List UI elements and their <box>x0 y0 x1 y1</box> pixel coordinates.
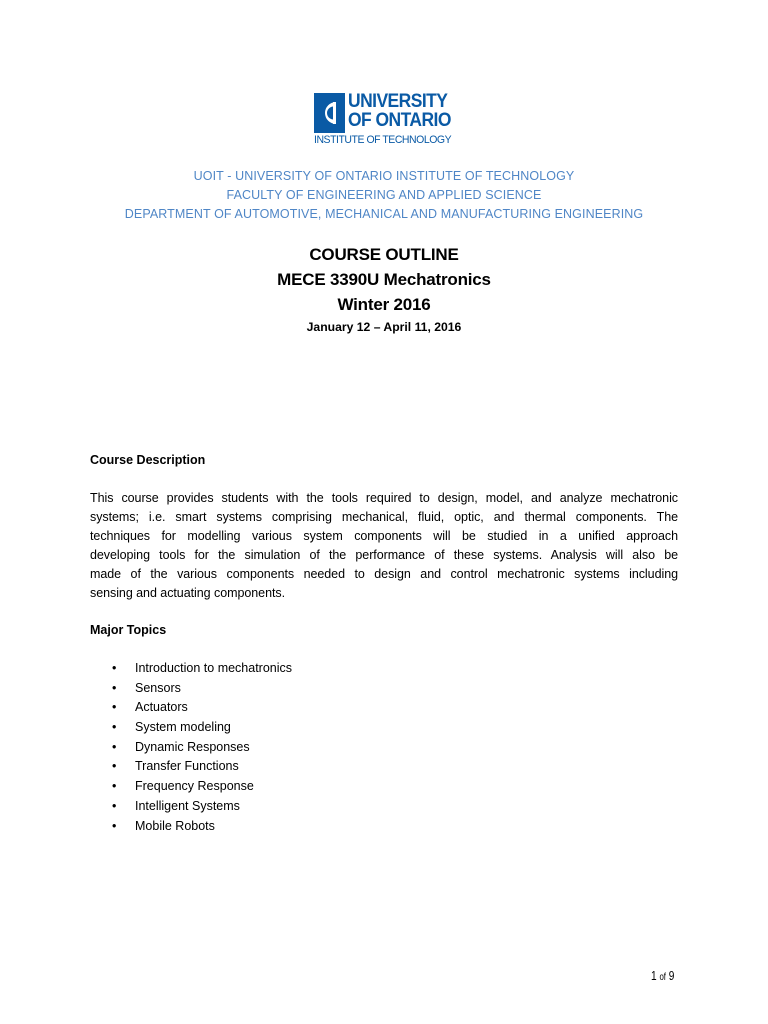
faculty-name: FACULTY OF ENGINEERING AND APPLIED SCIENCE <box>226 188 542 202</box>
bullet-icon: • <box>112 759 117 774</box>
topic-label: Actuators <box>135 700 188 715</box>
bullet-icon: • <box>112 818 117 833</box>
term-title: Winter 2016 <box>337 295 431 314</box>
major-topics-heading: Major Topics <box>90 623 167 637</box>
bullet-icon: • <box>112 661 117 675</box>
bullet-icon: • <box>112 798 117 813</box>
logo-text-university: UNIVERSITY <box>348 91 448 112</box>
institution-name: UOIT - UNIVERSITY OF ONTARIO INSTITUTE OF TECHNOLOGY <box>193 169 575 183</box>
page-current: 1 <box>651 968 657 983</box>
university-logo <box>314 92 456 150</box>
bullet-icon: • <box>112 720 117 735</box>
page-total: 9 <box>668 968 675 983</box>
course-title: MECE 3390U Mechatronics <box>277 270 491 289</box>
topic-label: Frequency Response <box>135 779 254 794</box>
course-description-paragraph <box>90 489 678 603</box>
logo-text-of-ontario: OF ONTARIO <box>348 110 451 131</box>
topic-label: Transfer Functions <box>135 759 239 774</box>
page-of: of <box>659 972 666 983</box>
topic-label: Sensors <box>135 680 181 695</box>
logo-text-institute: INSTITUTE OF TECHNOLOGY <box>314 134 452 146</box>
page-number <box>651 968 674 986</box>
bullet-icon: • <box>112 700 117 715</box>
topic-label: Mobile Robots <box>135 818 215 833</box>
department-name: DEPARTMENT OF AUTOMOTIVE, MECHANICAL AND MANUFACTURING ENGINEERING <box>124 207 644 221</box>
description-line: techniques for modelling various system components will be studied in a unified approach <box>90 529 678 543</box>
topic-label: Introduction to mechatronics <box>135 661 293 675</box>
topic-label: System modeling <box>135 720 231 735</box>
description-line: systems; i.e. smart systems comprising mechanical, fluid, optic, and thermal components. The <box>90 510 678 524</box>
bullet-icon: • <box>112 779 117 794</box>
description-line: sensing and actuating components. <box>90 586 286 600</box>
bullet-icon: • <box>112 739 117 754</box>
uoit-shield-icon <box>314 93 345 133</box>
course-description-heading: Course Description <box>90 453 206 467</box>
topic-label: Dynamic Responses <box>135 739 250 754</box>
description-line: This course provides students with the tools required to design, model, and analyze mechatronic <box>90 491 678 505</box>
description-line: made of the various components needed to design and control mechatronic systems including <box>90 567 678 581</box>
document-title: COURSE OUTLINE <box>309 245 459 264</box>
course-dates: January 12 – April 11, 2016 <box>306 320 462 334</box>
description-line: developing tools for the simulation of the performance of these systems. Analysis will also be <box>90 548 678 562</box>
topic-label: Intelligent Systems <box>135 798 240 813</box>
bullet-icon: • <box>112 680 117 695</box>
